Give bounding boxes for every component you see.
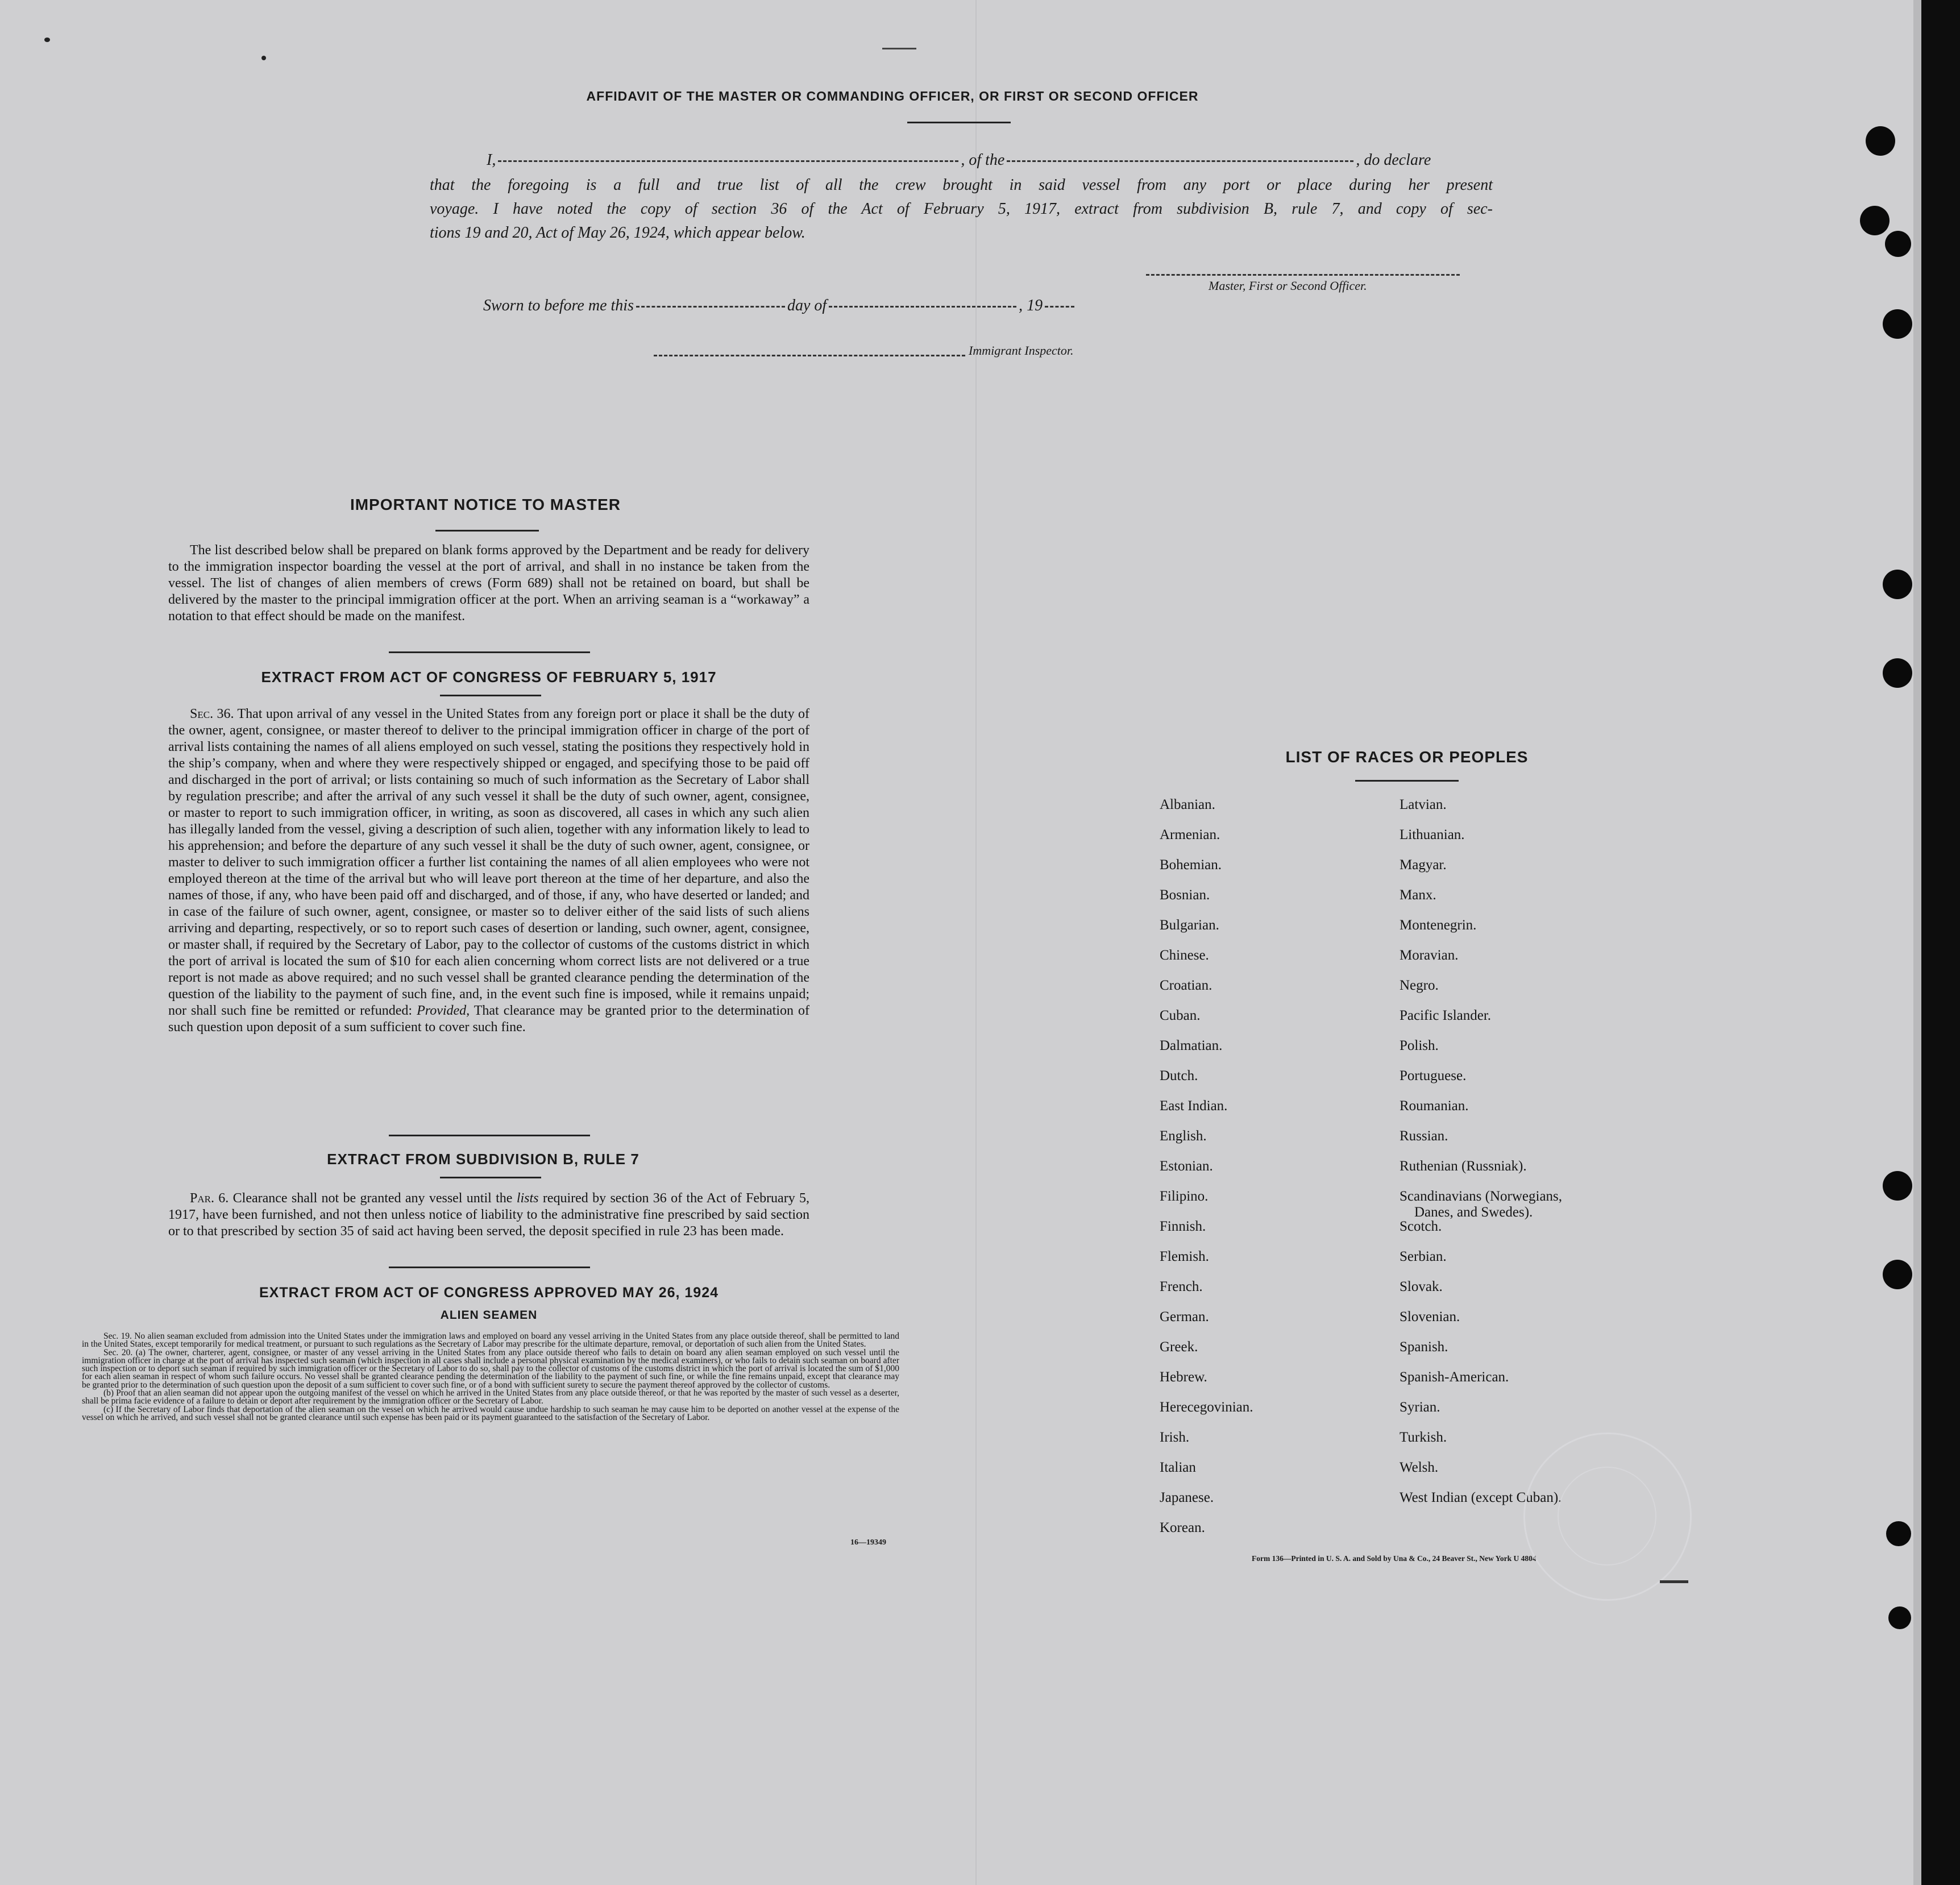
par6-label: Par. 6.	[190, 1191, 229, 1206]
signature-line	[1146, 274, 1460, 276]
divider	[1355, 780, 1459, 782]
race-item: Montenegrin.	[1400, 917, 1477, 933]
race-item: Danes, and Swedes).	[1414, 1205, 1533, 1220]
affidavit-title: AFFIDAVIT OF THE MASTER OR COMMANDING OFFICER, OR FIRST OR SECOND OFFICER	[586, 89, 1199, 103]
sworn-line	[483, 297, 1077, 315]
sworn-year-blank	[1045, 306, 1074, 308]
divider	[435, 530, 539, 532]
inspector-line	[654, 355, 965, 356]
race-item: Syrian.	[1400, 1400, 1440, 1415]
binder-hole	[1883, 1260, 1912, 1289]
notice-text	[168, 542, 809, 625]
race-item: Japanese.	[1160, 1490, 1214, 1505]
race-item: French.	[1160, 1279, 1203, 1294]
race-item: Irish.	[1160, 1430, 1190, 1445]
race-item: Filipino.	[1160, 1189, 1209, 1204]
inspector-caption: Immigrant Inspector.	[969, 343, 1074, 358]
race-item: Italian	[1160, 1460, 1196, 1475]
race-item: Slovenian.	[1400, 1309, 1460, 1325]
race-item: Roumanian.	[1400, 1098, 1469, 1114]
rule7-title: EXTRACT FROM SUBDIVISION B, RULE 7	[327, 1151, 640, 1168]
affidavit-declare: , do declare	[1356, 151, 1431, 169]
affidavit-line-1	[487, 151, 1493, 169]
divider	[389, 1135, 590, 1136]
race-item: Spanish.	[1400, 1339, 1448, 1355]
rule7-text	[168, 1190, 809, 1240]
race-item: Flemish.	[1160, 1249, 1209, 1264]
sec36-label: Sec. 36.	[190, 707, 234, 721]
race-item: Bulgarian.	[1160, 917, 1219, 933]
race-item: Bosnian.	[1160, 887, 1210, 903]
sec20b-text: (b) Proof that an alien seaman did not appear upon the outgoing manifest of the vessel on which he arrived in the United States from any place outside thereof, or that he was reported by the master of such vessel as a deserter, shall be prima facie evidence of a failure to detain or deport after requirement by the immigration officer or the Secretary of Labor.	[82, 1388, 899, 1406]
sworn-prefix: Sworn to before me this	[483, 297, 634, 314]
race-item: Herecegovinian.	[1160, 1400, 1253, 1415]
notice-title: IMPORTANT NOTICE TO MASTER	[350, 496, 621, 513]
race-item: Manx.	[1400, 887, 1436, 903]
race-item: Scandinavians (Norwegians,	[1400, 1189, 1563, 1204]
sec36-provided: Provided,	[417, 1003, 470, 1018]
race-item: Spanish-American.	[1400, 1369, 1509, 1385]
race-item: Ruthenian (Russniak).	[1400, 1159, 1527, 1174]
race-item: Negro.	[1400, 978, 1439, 993]
printer-imprint: Form 136—Printed in U. S. A. and Sold by Una & Co., 24 Beaver St., New York U 4804	[1252, 1554, 1537, 1563]
sec19-text: Sec. 19. No alien seaman excluded from admission into the United States under the immigration laws and employed on board any vessel arriving in the United States from any place outside thereof, shall be permitted to land in the United States, except temporarily for medical treatment, or pursuant to such regulations as the Secretary of Labor may prescribe for the ultimate departure, removal, or deportation of such alien from the United States.	[82, 1331, 899, 1350]
race-item: Polish.	[1400, 1038, 1439, 1053]
affidavit-lead: I,	[487, 151, 496, 169]
race-item: German.	[1160, 1309, 1209, 1325]
race-item: Magyar.	[1400, 857, 1447, 873]
race-item: Slovak.	[1400, 1279, 1443, 1294]
race-item: Estonian.	[1160, 1159, 1213, 1174]
binder-hole	[1883, 570, 1912, 599]
race-item: Lithuanian.	[1400, 827, 1465, 842]
divider	[907, 122, 1011, 123]
sec36-text-b: That clearance may be granted prior to the determination of such question upon deposit of a sum sufficient to cover such fine.	[168, 1003, 809, 1035]
binder-hole	[1886, 1521, 1911, 1546]
affidavit-of-the: , of the	[961, 151, 1005, 169]
race-item: Portuguese.	[1400, 1068, 1467, 1083]
binder-hole	[1883, 658, 1912, 688]
race-item: Armenian.	[1160, 827, 1220, 842]
par6-text-b: required by section 36 of the Act of February 5, 1917, have been furnished, and not then unless notice of liability to the administrative fine prescribed by said section or to that prescribed by section 35 of said act having been served, the deposit specified in rule 23 has been made.	[168, 1191, 810, 1239]
sworn-month-blank	[829, 306, 1016, 308]
sec20c-text: (c) If the Secretary of Labor finds that deportation of the alien seaman on the vessel on which he arrived would cause undue hardship to such seaman he may cause him to be deported on another vessel at the expense of the vessel on which he arrived, and such vessel shall not be granted clearance until such expense has been paid or its payment guaranteed to the satisfaction of the Secretary of Labor.	[82, 1404, 899, 1422]
race-item: Bohemian.	[1160, 857, 1222, 873]
binder-hole	[1883, 1171, 1912, 1201]
binder-hole	[1866, 126, 1895, 156]
divider	[440, 1177, 541, 1178]
affidavit-line-2: that the foregoing is a full and true list of all the crew brought in said vessel from any port or place during her present	[430, 176, 1493, 194]
page-fold	[975, 0, 977, 1885]
act1924-subtitle: ALIEN SEAMEN	[440, 1309, 538, 1322]
speck	[44, 38, 50, 42]
name-blank	[498, 160, 958, 162]
binder-hole	[1885, 231, 1911, 257]
sec20a-text: Sec. 20. (a) The owner, charterer, agent, consignee, or master of any vessel arriving in the United States from any place outside thereof who fails to detain on board any alien seaman employed on such vessel until the immigration officer in charge at the port of arrival has inspected such seaman (which inspection in all cases shall include a personal physical examination by the medical examiners), or who fails to detain such seaman on board after such inspection or to deport such seaman if required by such immigration officer or the Secretary of Labor to do so, shall pay to the collector of customs of the customs district in which the port of arrival is located the sum of $1,000 for each alien seaman in respect of whom such failure occurs. No vessel shall be granted clearance pending the determination of the liability to the payment of such fine, or while the fine remains unpaid, except that clearance may be granted prior to the determination of such question upon the deposit of a sum sufficient to cover such fine, or of a bond with sufficient surety to secure the payment thereof approved by the collector of customs.	[82, 1347, 899, 1390]
race-item: Greek.	[1160, 1339, 1198, 1355]
notice-paragraph: The list described below shall be prepared on blank forms approved by the Department and be ready for delivery to the immigration inspector boarding the vessel at the port of arrival, and shall in no instance be taken from the vessel. The list of changes of alien members of crews (Form 689) shall not be retained on board, but shall be delivered by the master to the principal immigration officer at the port. When an arriving seaman is a “workaway” a notation to that effect should be made on the manifest.	[168, 543, 809, 624]
affidavit-line-4: tions 19 and 20, Act of May 26, 1924, which appear below.	[430, 224, 805, 242]
binder-hole	[1888, 1606, 1911, 1629]
race-item: Albanian.	[1160, 797, 1215, 812]
race-item: Latvian.	[1400, 797, 1447, 812]
embossed-seal-inner	[1558, 1467, 1656, 1566]
race-item: Korean.	[1160, 1520, 1205, 1535]
sworn-day: day of	[787, 297, 827, 314]
race-item: Croatian.	[1160, 978, 1212, 993]
speck	[1660, 1580, 1688, 1583]
race-item: Scotch.	[1400, 1219, 1442, 1234]
divider	[389, 651, 590, 653]
act1924-title: EXTRACT FROM ACT OF CONGRESS APPROVED MAY 26, 1924	[259, 1285, 719, 1301]
race-item: Moravian.	[1400, 948, 1459, 963]
divider	[389, 1267, 590, 1268]
sworn-year: , 19	[1019, 297, 1043, 314]
race-item: Cuban.	[1160, 1008, 1201, 1023]
race-item: Dalmatian.	[1160, 1038, 1223, 1053]
binder-hole	[1860, 206, 1890, 235]
race-item: Hebrew.	[1160, 1369, 1207, 1385]
par6-lists: lists	[516, 1191, 539, 1206]
race-item: English.	[1160, 1128, 1207, 1144]
race-item: East Indian.	[1160, 1098, 1228, 1114]
vessel-blank	[1007, 160, 1353, 162]
print-code: 16—19349	[850, 1538, 886, 1547]
race-item: Serbian.	[1400, 1249, 1447, 1264]
races-title: LIST OF RACES OR PEOPLES	[1285, 748, 1529, 766]
speck	[261, 56, 266, 60]
binder-hole	[1883, 309, 1912, 339]
affidavit-line-3: voyage. I have noted the copy of section 36 of the Act of February 5, 1917, extract from subdivision B, rule 7, and copy of sec-	[430, 200, 1493, 218]
race-item: Finnish.	[1160, 1219, 1206, 1234]
par6-text-a: Clearance shall not be granted any vessel until the	[232, 1191, 513, 1206]
race-item: Welsh.	[1400, 1460, 1439, 1475]
race-item: Dutch.	[1160, 1068, 1198, 1083]
race-item: Turkish.	[1400, 1430, 1447, 1445]
divider	[440, 695, 541, 696]
race-item: Chinese.	[1160, 948, 1209, 963]
sec36-text-a: That upon arrival of any vessel in the United States from any foreign port or place it shall be the duty of the owner, agent, consignee, or master thereof to deliver to the principal immigration officer in charge of the port of arrival lists containing the names of all aliens employed on such vessel, stating the positions they respectively hold in the ship’s company, when and where they were respectively shipped or engaged, and specifying those to be paid off and discharged in the port of arrival; or lists containing so much of such information as the Secretary of Labor shall by regulation prescribe; and after the arrival of any such vessel it shall be the duty of such owner, agent, consignee, or master to report to such immigration officer, in writing, as soon as discovered, all cases in which any such alien has illegally landed from the vessel, giving a description of such alien, together with any information likely to lead to his apprehension; and before the departure of any such vessel it shall be the duty of such owner, agent, consignee, or master to deliver to such immigration officer a further list containing the names of all alien employees who were not employed thereon at the time of the arrival but who will leave port thereon at the time of her departure, and also the names of those, if any, who have been paid off and discharged, and of those, if any, who have deserted or landed; and in case of the failure of such owner, agent, consignee, or master so to deliver either of the said lists of such aliens arriving and departing, respectively, or so to report such cases of desertion or landing, such owner, agent, consignee, or master shall, if required by the Secretary of Labor, pay to the collector of customs of the customs district in which the port of arrival is located the sum of $10 for each alien concerning whom correct lists are not delivered or a true report is not made as above required; and no such vessel shall be granted clearance pending the determination of the question of the liability to the payment of such fine, and, in the event such fine is imposed, while it remains unpaid; nor shall such fine be remitted or refunded:	[168, 707, 809, 1018]
signature-caption: Master, First or Second Officer.	[1209, 279, 1367, 293]
sworn-date-blank	[636, 306, 785, 308]
act1917-title: EXTRACT FROM ACT OF CONGRESS OF FEBRUARY 5, 1917	[261, 669, 717, 686]
race-item: Russian.	[1400, 1128, 1448, 1144]
act1917-text	[168, 706, 809, 1036]
race-item: Pacific Islander.	[1400, 1008, 1492, 1023]
act1924-text	[82, 1332, 899, 1422]
race-item: West Indian (except Cuban).	[1400, 1490, 1562, 1505]
speck	[882, 48, 916, 49]
